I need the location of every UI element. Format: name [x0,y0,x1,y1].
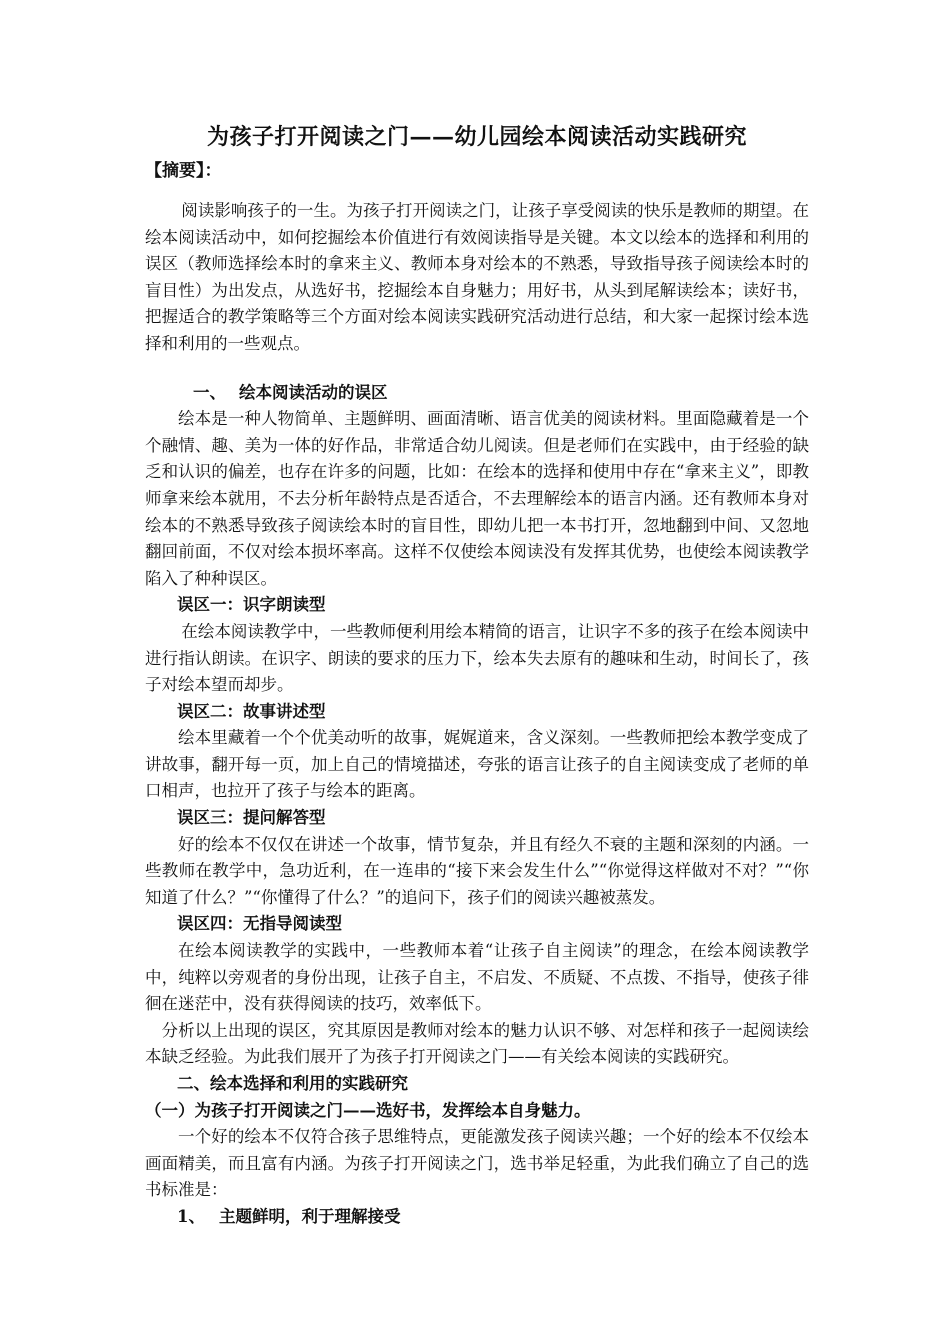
section-1-intro: 绘本是一种人物简单、主题鲜明、画面清晰、语言优美的阅读材料。里面隐藏着是一个个融情、趣、美为一体的好作品，非常适合幼儿阅读。但是老师们在实践中，由于经验的缺乏和认识的偏差，也存在许多的问题，比如：在绘本的选择和使用中存在“拿来主义”，即教师拿来绘本就用，不去分析年龄特点是否适合，不去理解绘本的语言内涵。还有教师本身对绘本的不熟悉导致孩子阅读绘本时的盲目性，即幼儿把一本书打开，忽地翻到中间、又忽地翻回前面，不仅对绘本损坏率高。这样不仅使绘本阅读没有发挥其优势，也使绘本阅读教学陷入了种种误区。 [145,409,809,588]
item-1-heading [145,1204,809,1231]
section-1-heading [145,380,809,407]
mistake-2-paragraph: 绘本里藏着一个个优美动听的故事，娓娓道来，含义深刻。一些教师把绘本教学变成了讲故事，翻开每一页，加上自己的情境描述，夸张的语言让孩子的自主阅读变成了老师的单口相声，也拉开了孩子与绘本的距离。 [145,728,809,801]
mistake-3-heading: 误区三：提问解答型 [177,808,326,828]
mistake-1-heading: 误区一：识字朗读型 [177,595,326,615]
abstract-label: 【摘要】： [145,161,222,181]
section-2-heading: 二、绘本选择和利用的实践研究 [177,1074,408,1093]
section-1-title: 绘本阅读活动的误区 [239,382,388,402]
mistake-3-paragraph: 好的绘本不仅仅在讲述一个故事，情节复杂，并且有经久不衰的主题和深刻的内涵。一些教师在教学中，急功近利，在一连串的“接下来会发生什么”“你觉得这样做对不对？”“你知道了什么？”“你懂得了什么？”的追问下，孩子们的阅读兴趣被蒸发。 [145,834,809,907]
analysis-paragraph: 分析以上出现的误区，究其原因是教师对绘本的魅力认识不够、对怎样和孩子一起阅读绘本缺乏经验。为此我们展开了为孩子打开阅读之门——有关绘本阅读的实践研究。 [145,1020,809,1067]
mistake-4-heading: 误区四：无指导阅读型 [177,914,342,934]
section-2-part-1-heading: （一）为孩子打开阅读之门——选好书，发挥绘本自身魅力。 [145,1100,591,1120]
section-2-part-1-paragraph: 一个好的绘本不仅符合孩子思维特点，更能激发孩子阅读兴趣；一个好的绘本不仅绘本画面精美，而且富有内涵。为孩子打开阅读之门，选书举足轻重，为此我们确立了自己的选书标准是： [145,1127,809,1200]
document-body [145,120,809,1231]
mistake-2-heading: 误区二：故事讲述型 [177,701,326,721]
item-1-title: 主题鲜明，利于理解接受 [219,1206,401,1226]
item-1-number: 1、 [177,1206,205,1226]
section-1-number: 一、 [193,382,226,402]
document-title: 为孩子打开阅读之门——幼儿园绘本阅读活动实践研究 [206,124,747,150]
mistake-1-paragraph: 在绘本阅读教学中，一些教师便利用绘本精简的语言，让识字不多的孩子在绘本阅读中进行指认朗读。在识字、朗读的要求的压力下，绘本失去原有的趣味和生动，时间长了，孩子对绘本望而却步。 [145,621,809,695]
abstract-paragraph: 阅读影响孩子的一生。为孩子打开阅读之门，让孩子享受阅读的快乐是教师的期望。在绘本阅读活动中，如何挖掘绘本价值进行有效阅读指导是关键。本文以绘本的选择和利用的误区（教师选择绘本时的拿来主义、教师本身对绘本的不熟悉，导致指导孩子阅读绘本时的盲目性）为出发点，从选好书，挖掘绘本自身魅力；用好书，从头到尾解读绘本；读好书，把握适合的教学策略等三个方面对绘本阅读实践研究活动进行总结，和大家一起探讨绘本选择和利用的一些观点。 [145,201,809,353]
mistake-4-paragraph: 在绘本阅读教学的实践中，一些教师本着“让孩子自主阅读”的理念，在绘本阅读教学中，纯粹以旁观者的身份出现，让孩子自主，不启发、不质疑、不点拨、不指导，使孩子徘徊在迷茫中，没有获得阅读的技巧，效率低下。 [145,941,809,1014]
